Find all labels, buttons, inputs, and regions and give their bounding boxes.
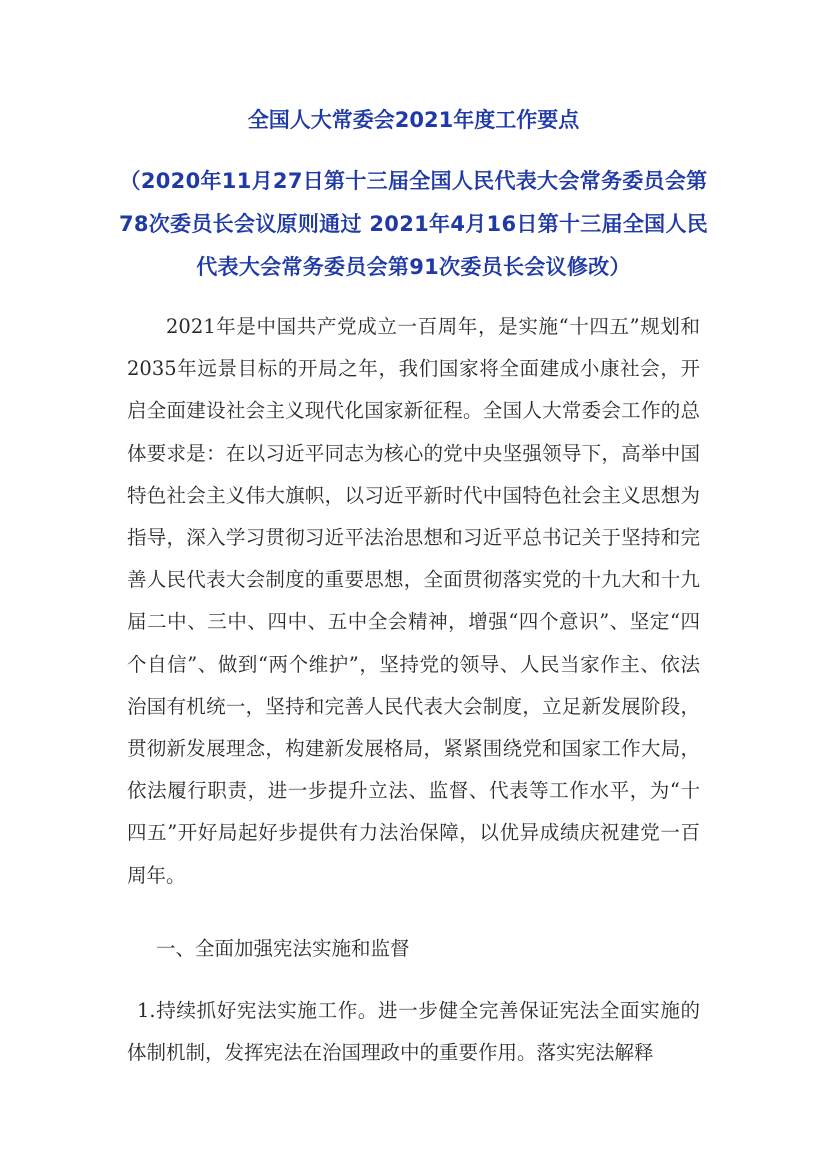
section-heading: 一、全面加强宪法实施和监督 [156, 937, 410, 960]
document-title: 全国人大常委会2021年度工作要点 [247, 108, 580, 132]
intro-paragraph: 2021年是中国共产党成立一百周年，是实施“十四五”规划和2035年远景目标的开局之年，我们国家将全面建成小康社会，开启全面建设社会主义现代化国家新征程。全国人大常委会工作的总体要求是：在以习近平同志为核心的党中央坚强领导下，高举中国特色社会主义伟大旗帜，以习近平新时代中国特色社会主义思想为指导，深入学习贯彻习近平法治思想和习近平总书记关于坚持和完善人民代表大会制度的重要思想，全面贯彻落实党的十九大和十九届二中、三中、四中、五中全会精神，增强“四个意识”、坚定“四个自信”、做到“两个维护”，坚持党的领导、人民当家作主、依法治国有机统一，坚持和完善人民代表大会制度，立足新发展阶段，贯彻新发展理念，构建新发展格局，紧紧围绕党和国家工作大局，依法履行职责，进一步提升立法、监督、代表等工作水平，为“十四五”开好局起好步提供有力法治保障，以优异成绩庆祝建党一百周年。 [127, 315, 700, 887]
document-subtitle: （2020年11月27日第十三届全国人民代表大会常务委员会第78次委员长会议原则通过 2021年4月16日第十三届全国人民代表大会常务委员会第91次委员长会议修改） [118, 169, 709, 279]
section-item-paragraph: 1.持续抓好宪法实施工作。进一步健全完善保证宪法全面实施的体制机制，发挥宪法在治国理政中的重要作用。落实宪法解释 [127, 999, 700, 1065]
